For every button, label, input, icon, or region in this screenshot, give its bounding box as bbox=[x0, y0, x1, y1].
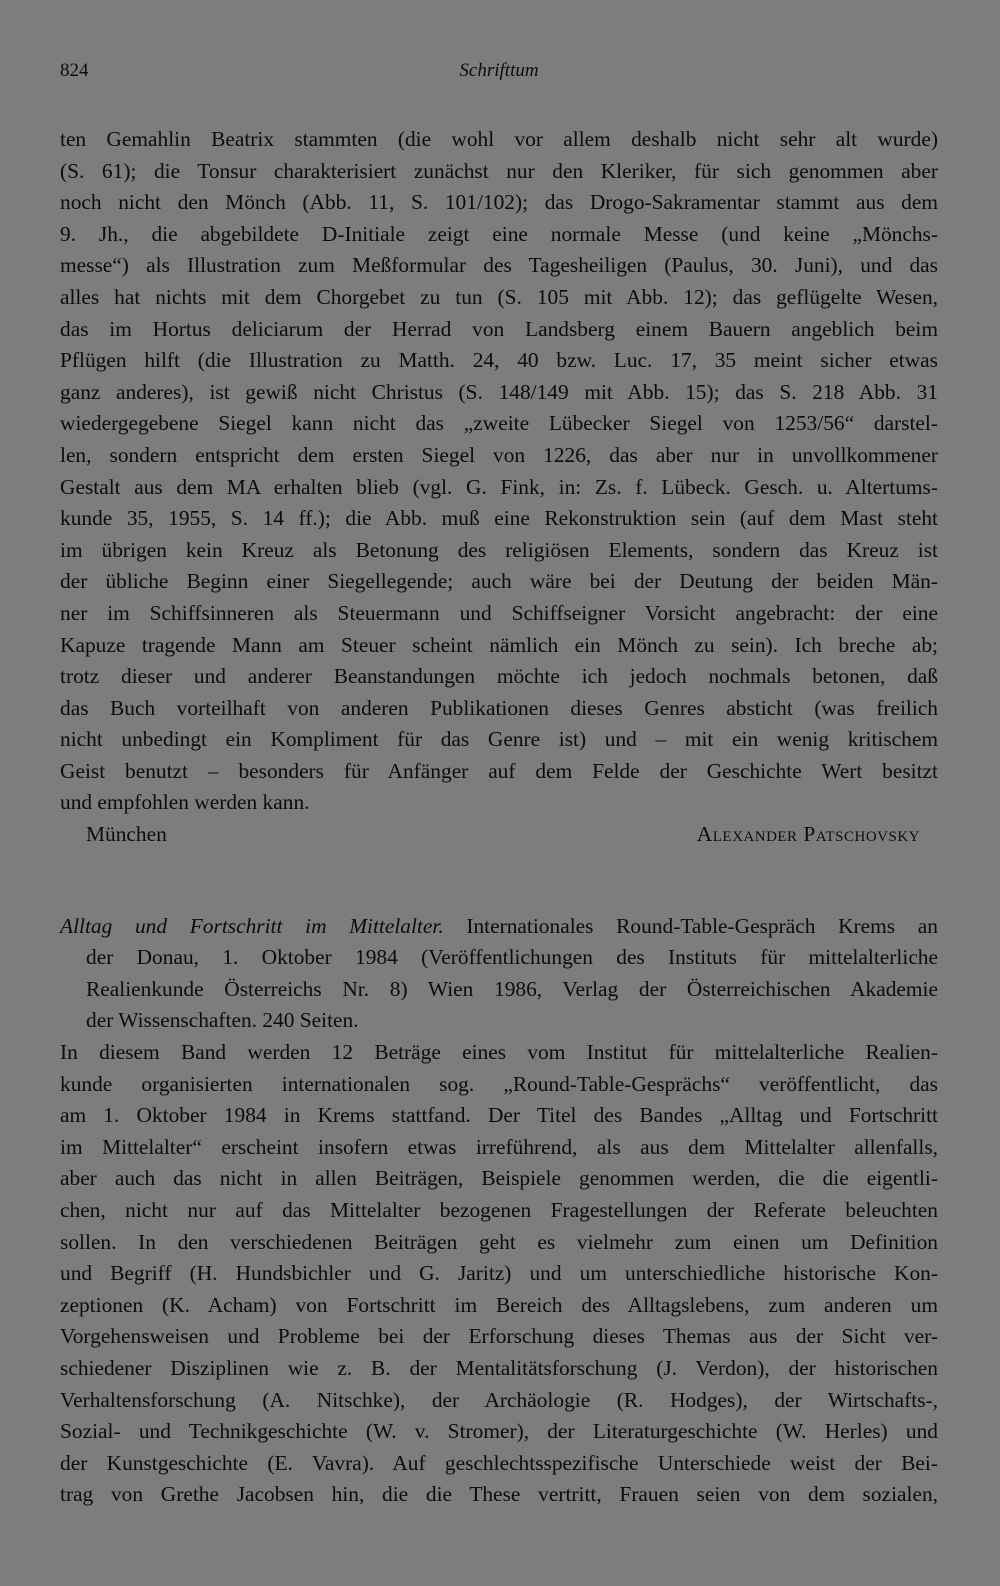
text-block bbox=[60, 124, 938, 1511]
book-title: Alltag und Fortschritt im Mittelalter. bbox=[60, 913, 444, 938]
text-line: len, sondern entspricht dem ersten Siegel von 1226, das aber nur in unvollkommener bbox=[60, 442, 938, 467]
text-line: wiedergegebene Siegel kann nicht das „zweite Lübecker Siegel von 1253/56“ darstel- bbox=[60, 411, 938, 436]
text-line: In diesem Band werden 12 Beträge eines vom Institut für mittelalterliche Realien- bbox=[60, 1040, 938, 1065]
text-line: (S. 61); die Tonsur charakterisiert zunächst nur den Kleriker, für sich genommen aber bbox=[60, 158, 938, 183]
bibliographic-line: der Wissenschaften. 240 Seiten. bbox=[86, 1008, 359, 1033]
bibliographic-line: Realienkunde Österreichs Nr. 8) Wien 1986, Verlag der Österreichischen Akademie bbox=[86, 976, 938, 1001]
review-patschovsky bbox=[60, 124, 938, 851]
running-head bbox=[60, 60, 938, 86]
review-author: Alexander Patschovsky bbox=[696, 822, 920, 847]
page-number: 824 bbox=[60, 60, 89, 81]
text-line: 9. Jh., die abgebildete D-Initiale zeigt eine normale Messe (und keine „Mönchs- bbox=[60, 221, 938, 246]
text-line: noch nicht den Mönch (Abb. 11, S. 101/102); das Drogo-Sakramentar stammt aus dem bbox=[60, 190, 938, 215]
review-alltag bbox=[60, 911, 938, 1511]
text-line: Kapuze tragende Mann am Steuer scheint nämlich ein Mönch zu sein). Ich breche ab; bbox=[60, 632, 938, 657]
text-line: und empfohlen werden kann. bbox=[60, 790, 310, 815]
text-line: Vorgehensweisen und Probleme bei der Erforschung dieses Themas aus der Sicht ver- bbox=[60, 1324, 938, 1349]
text-line: Gestalt aus dem MA erhalten blieb (vgl. G. Fink, in: Zs. f. Lübeck. Gesch. u. Altertums- bbox=[60, 474, 938, 499]
review-signature bbox=[60, 819, 938, 851]
text-line: kunde organisierten internationalen sog. „Round-Table-Gesprächs“ veröffentlicht, das bbox=[60, 1071, 938, 1096]
bibliographic-line: der Donau, 1. Oktober 1984 (Veröffentlichungen des Instituts für mittelalterliche bbox=[86, 945, 938, 970]
text-line: trag von Grethe Jacobsen hin, die die These vertritt, Frauen seien von dem sozialen, bbox=[60, 1482, 938, 1507]
text-line: am 1. Oktober 1984 in Krems stattfand. Der Titel des Bandes „Alltag und Fortschritt bbox=[60, 1103, 938, 1128]
text-line: ganz anderes), ist gewiß nicht Christus (S. 148/149 mit Abb. 15); das S. 218 Abb. 31 bbox=[60, 379, 938, 404]
review-place: München bbox=[86, 822, 167, 847]
text-line: der übliche Beginn einer Siegellegende; auch wäre bei der Deutung der beiden Män- bbox=[60, 569, 938, 594]
text-line: ner im Schiffsinneren als Steuermann und Schiffseigner Vorsicht angebracht: der eine bbox=[60, 600, 938, 625]
text-line: trotz dieser und anderer Beanstandungen möchte ich jedoch nochmals betonen, daß bbox=[60, 664, 938, 689]
text-line: aber auch das nicht in allen Beiträgen, Beispiele genommen werden, die die eigentli- bbox=[60, 1166, 938, 1191]
text-line: schiedener Disziplinen wie z. B. der Mentalitätsforschung (J. Verdon), der historischen bbox=[60, 1355, 938, 1380]
bibliographic-line bbox=[60, 911, 938, 943]
text-line: der Kunstgeschichte (E. Vavra). Auf geschlechtsspezifische Unterschiede weist der Bei- bbox=[60, 1450, 938, 1475]
text-line: sollen. In den verschiedenen Beiträgen geht es vielmehr zum einen um Definition bbox=[60, 1229, 938, 1254]
text-line: im übrigen kein Kreuz als Betonung des religiösen Elements, sondern das Kreuz ist bbox=[60, 537, 938, 562]
text-line: messe“) als Illustration zum Meßformular des Tagesheiligen (Paulus, 30. Juni), und das bbox=[60, 253, 938, 278]
text-line: das Buch vorteilhaft von anderen Publikationen dieses Genres absticht (was freilich bbox=[60, 695, 938, 720]
text-line: nicht unbedingt ein Kompliment für das Genre ist) und – mit ein wenig kritischem bbox=[60, 727, 938, 752]
text-line: Geist benutzt – besonders für Anfänger auf dem Felde der Geschichte Wert besitzt bbox=[60, 758, 938, 783]
text-line: ten Gemahlin Beatrix stammten (die wohl vor allem deshalb nicht sehr alt wurde) bbox=[60, 127, 938, 151]
text-line: Pflügen hilft (die Illustration zu Matth. 24, 40 bzw. Luc. 17, 35 meint sicher etwas bbox=[60, 348, 938, 373]
text-line: zeptionen (K. Acham) von Fortschritt im Bereich des Alltagslebens, zum anderen um bbox=[60, 1292, 938, 1317]
section-gap bbox=[60, 851, 938, 911]
text-line: Sozial- und Technikgeschichte (W. v. Stromer), der Literaturgeschichte (W. Herles) und bbox=[60, 1419, 938, 1444]
bibliographic-text: Internationales Round-Table-Gespräch Krems an bbox=[443, 913, 938, 938]
text-line: chen, nicht nur auf das Mittelalter bezogenen Fragestellungen der Referate beleuchten bbox=[60, 1198, 938, 1222]
running-title: Schrifttum bbox=[459, 60, 539, 81]
text-line: im Mittelalter“ erscheint insofern etwas irreführend, als aus dem Mittelalter allenfalls, bbox=[60, 1134, 938, 1159]
text-line: alles hat nichts mit dem Chorgebet zu tun (S. 105 mit Abb. 12); das geflügelte Wesen, bbox=[60, 284, 938, 309]
text-line: kunde 35, 1955, S. 14 ff.); die Abb. muß eine Rekonstruktion sein (auf dem Mast steht bbox=[60, 506, 938, 531]
text-line: das im Hortus deliciarum der Herrad von Landsberg einem Bauern angeblich beim bbox=[60, 316, 938, 341]
text-line: und Begriff (H. Hundsbichler und G. Jaritz) und um unterschiedliche historische Kon- bbox=[60, 1261, 938, 1286]
text-line: Verhaltensforschung (A. Nitschke), der Archäologie (R. Hodges), der Wirtschafts-, bbox=[60, 1387, 938, 1412]
